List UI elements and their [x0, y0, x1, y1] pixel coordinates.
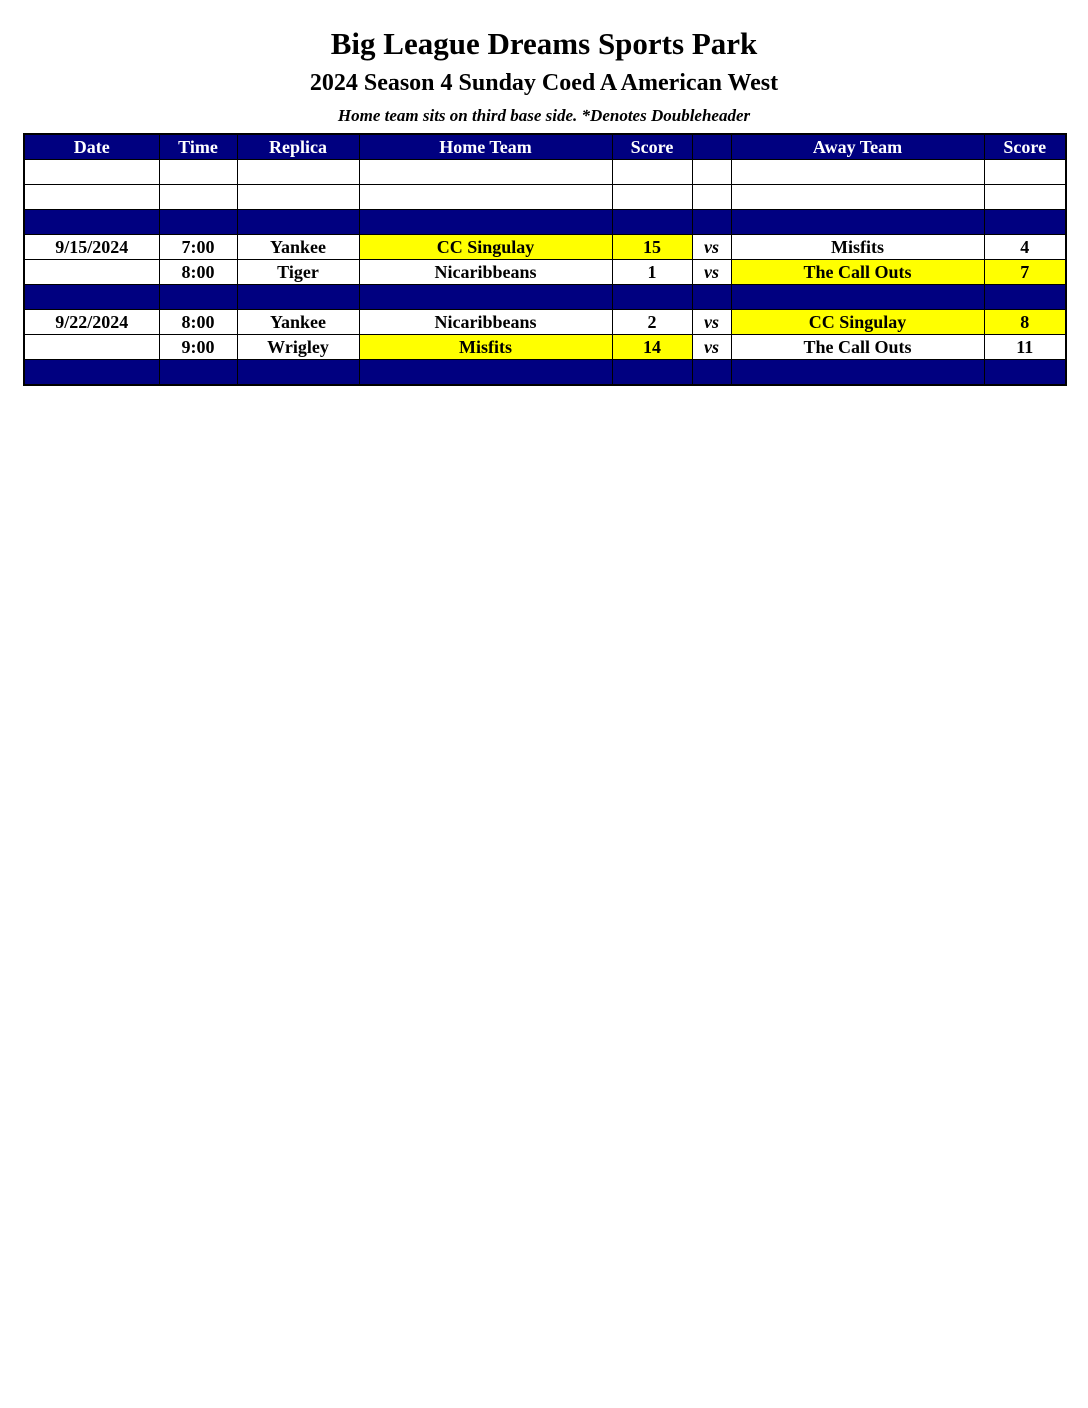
vs-label: vs	[692, 310, 731, 335]
empty-cell	[731, 160, 984, 185]
game-time: 8:00	[159, 310, 237, 335]
game-date	[24, 260, 159, 285]
separator-cell	[237, 285, 359, 310]
separator-cell	[24, 360, 159, 386]
away-score: 11	[984, 335, 1066, 360]
empty-cell	[24, 160, 159, 185]
separator-cell	[359, 285, 612, 310]
game-date: 9/15/2024	[24, 235, 159, 260]
away-team: Misfits	[731, 235, 984, 260]
separator-cell	[24, 210, 159, 235]
vs-label: vs	[692, 235, 731, 260]
empty-cell	[24, 185, 159, 210]
separator-cell	[612, 285, 692, 310]
empty-cell	[159, 185, 237, 210]
separator-cell	[359, 360, 612, 386]
away-score: 4	[984, 235, 1066, 260]
game-time: 9:00	[159, 335, 237, 360]
empty-cell	[692, 160, 731, 185]
separator-cell	[984, 360, 1066, 386]
column-header-time: Time	[159, 134, 237, 160]
separator-cell	[692, 210, 731, 235]
separator-cell	[159, 210, 237, 235]
separator-cell	[731, 360, 984, 386]
season-subtitle: 2024 Season 4 Sunday Coed A American West	[309, 70, 779, 96]
separator-cell	[984, 210, 1066, 235]
empty-cell	[237, 160, 359, 185]
separator-cell	[359, 210, 612, 235]
schedule-body	[24, 160, 1066, 386]
schedule-table	[23, 133, 1067, 386]
home-score: 1	[612, 260, 692, 285]
column-header-date: Date	[24, 134, 159, 160]
empty-cell	[731, 185, 984, 210]
empty-cell	[984, 160, 1066, 185]
away-score: 8	[984, 310, 1066, 335]
column-header-home-score: Score	[612, 134, 692, 160]
game-row	[24, 235, 1066, 260]
home-team: CC Singulay	[359, 235, 612, 260]
separator-cell	[24, 285, 159, 310]
game-replica: Yankee	[237, 310, 359, 335]
column-header-home-team: Home Team	[359, 134, 612, 160]
blank-row	[24, 160, 1066, 185]
game-row	[24, 260, 1066, 285]
separator-row	[24, 210, 1066, 235]
empty-cell	[984, 185, 1066, 210]
vs-label: vs	[692, 335, 731, 360]
separator-cell	[984, 285, 1066, 310]
empty-cell	[359, 160, 612, 185]
game-replica: Tiger	[237, 260, 359, 285]
empty-cell	[237, 185, 359, 210]
column-header-replica: Replica	[237, 134, 359, 160]
home-team: Nicaribbeans	[359, 310, 612, 335]
game-row	[24, 310, 1066, 335]
home-team: Misfits	[359, 335, 612, 360]
empty-cell	[692, 185, 731, 210]
home-score: 2	[612, 310, 692, 335]
home-score: 15	[612, 235, 692, 260]
separator-cell	[237, 210, 359, 235]
game-time: 8:00	[159, 260, 237, 285]
away-score: 7	[984, 260, 1066, 285]
separator-cell	[692, 285, 731, 310]
vs-label: vs	[692, 260, 731, 285]
separator-cell	[612, 210, 692, 235]
empty-cell	[612, 185, 692, 210]
game-replica: Yankee	[237, 235, 359, 260]
separator-cell	[159, 360, 237, 386]
away-team: The Call Outs	[731, 260, 984, 285]
separator-cell	[731, 210, 984, 235]
empty-cell	[359, 185, 612, 210]
game-time: 7:00	[159, 235, 237, 260]
game-date	[24, 335, 159, 360]
empty-cell	[159, 160, 237, 185]
separator-cell	[692, 360, 731, 386]
separator-cell	[159, 285, 237, 310]
separator-cell	[612, 360, 692, 386]
schedule-note: Home team sits on third base side. *Denotes Doubleheader	[337, 106, 751, 125]
column-header-vs	[692, 134, 731, 160]
game-replica: Wrigley	[237, 335, 359, 360]
column-header-away-score: Score	[984, 134, 1066, 160]
table-header-row	[24, 134, 1066, 160]
column-header-away-team: Away Team	[731, 134, 984, 160]
game-date: 9/22/2024	[24, 310, 159, 335]
separator-row	[24, 285, 1066, 310]
separator-cell	[237, 360, 359, 386]
away-team: CC Singulay	[731, 310, 984, 335]
separator-cell	[731, 285, 984, 310]
separator-row	[24, 360, 1066, 386]
game-row	[24, 335, 1066, 360]
blank-row	[24, 185, 1066, 210]
away-team: The Call Outs	[731, 335, 984, 360]
home-score: 14	[612, 335, 692, 360]
page-title: Big League Dreams Sports Park	[330, 26, 758, 61]
empty-cell	[612, 160, 692, 185]
home-team: Nicaribbeans	[359, 260, 612, 285]
